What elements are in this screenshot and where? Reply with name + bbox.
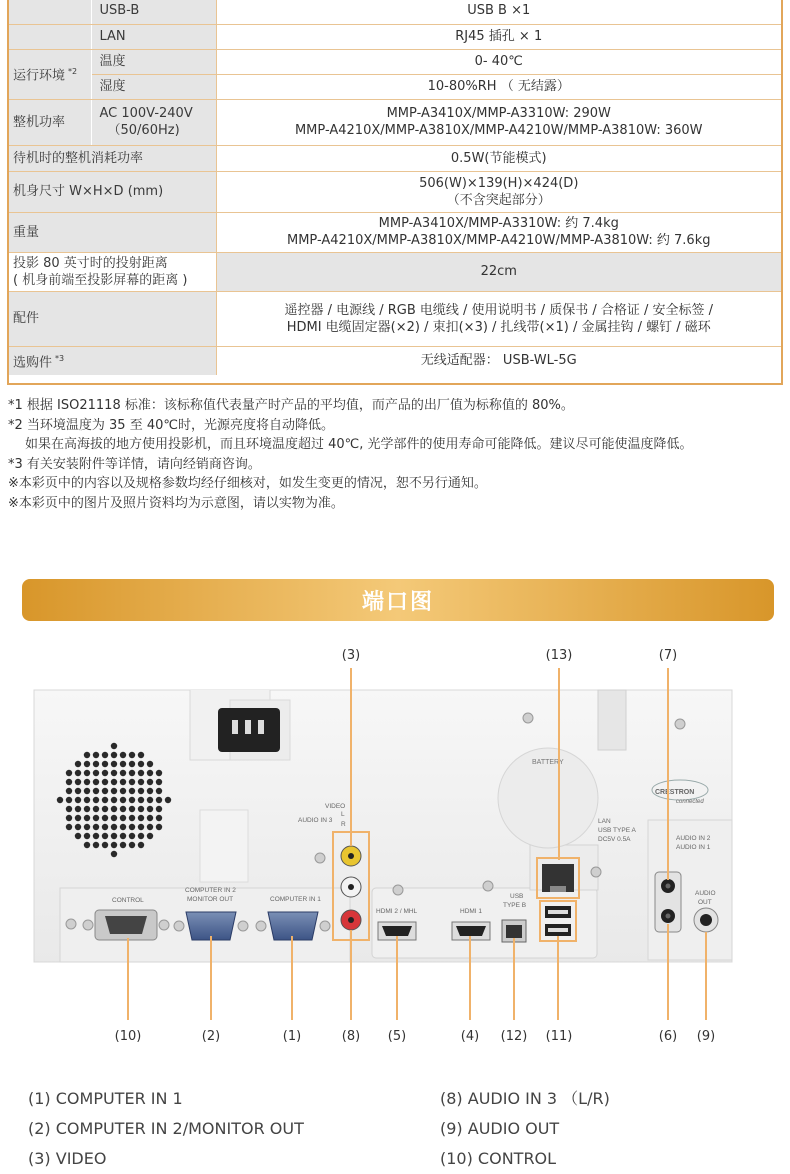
- speaker-hole: [120, 833, 126, 839]
- legend-item: (1) COMPUTER IN 1: [28, 1089, 183, 1108]
- power-inlet: [218, 708, 280, 752]
- callout-11: (11): [545, 1029, 573, 1044]
- speaker-hole: [156, 788, 162, 794]
- speaker-hole: [111, 815, 117, 821]
- speaker-hole: [156, 770, 162, 776]
- speaker-hole: [138, 824, 144, 830]
- speaker-hole: [84, 833, 90, 839]
- speaker-hole: [156, 797, 162, 803]
- speaker-hole: [138, 842, 144, 848]
- speaker-hole: [147, 833, 153, 839]
- audio-in-jacks: [655, 872, 681, 932]
- spec-value: USB B ×1: [216, 0, 781, 24]
- spec-row-temperature: [9, 49, 781, 74]
- footnote: *1 根据 ISO21118 标准：该标称值代表量产时产品的平均值，而产品的出厂值为标称值的 80%。: [8, 398, 574, 413]
- spec-label: [9, 0, 91, 24]
- footnote: ※本彩页中的内容以及规格参数均经仔细核对，如发生变更的情况，恕不另行通知。: [8, 476, 487, 491]
- speaker-hole: [129, 815, 135, 821]
- speaker-hole: [165, 797, 171, 803]
- speaker-hole: [120, 779, 126, 785]
- callout-10: (10): [114, 1029, 142, 1044]
- speaker-hole: [102, 761, 108, 767]
- section-title: 端口图: [361, 589, 434, 615]
- spec-sublabel: 温度: [91, 49, 216, 74]
- speaker-hole: [93, 797, 99, 803]
- spec-value: RJ45 插孔 × 1: [216, 24, 781, 49]
- speaker-hole: [111, 797, 117, 803]
- speaker-hole: [147, 770, 153, 776]
- speaker-hole: [129, 779, 135, 785]
- section-banner: [22, 579, 774, 621]
- callout-12: (12): [500, 1029, 528, 1044]
- speaker-hole: [84, 824, 90, 830]
- spec-row-accessories: [9, 291, 781, 346]
- spec-sublabel: USB-B: [91, 0, 216, 24]
- spec-value: 10-80%RH （ 无结露）: [216, 74, 781, 99]
- speaker-hole: [120, 797, 126, 803]
- spec-row-power: [9, 99, 781, 145]
- spec-value: 0.5W(节能模式): [216, 145, 781, 171]
- speaker-hole: [120, 761, 126, 767]
- speaker-hole: [84, 797, 90, 803]
- dc5v-label: DC5V 0.5A: [598, 836, 631, 843]
- r-label: R: [341, 821, 346, 828]
- spec-row-options: [9, 346, 781, 375]
- callout-5: (5): [387, 1029, 407, 1044]
- spec-value: 无线适配器： USB-WL-5G: [216, 346, 781, 375]
- speaker-hole: [93, 752, 99, 758]
- speaker-hole: [66, 806, 72, 812]
- speaker-hole: [129, 806, 135, 812]
- crestron-logo: CRESTRON: [655, 789, 695, 796]
- speaker-hole: [75, 788, 81, 794]
- callout-4: (4): [460, 1029, 480, 1044]
- spec-value: MMP-A3410X/MMP-A3310W: 290W MMP-A4210X/MMP-A3810X/MMP-A4210W/MMP-A3810W: 360W: [216, 99, 781, 145]
- audio-in2-label: AUDIO IN 2: [676, 835, 711, 842]
- spec-value: 0- 40℃: [216, 49, 781, 74]
- speaker-hole: [111, 824, 117, 830]
- audio-out-jack: [694, 908, 718, 932]
- speaker-hole: [129, 752, 135, 758]
- speaker-hole: [147, 788, 153, 794]
- speaker-hole: [147, 806, 153, 812]
- spec-sublabel: LAN: [91, 24, 216, 49]
- spec-row-humidity: [9, 74, 781, 99]
- speaker-hole: [102, 806, 108, 812]
- speaker-hole: [84, 752, 90, 758]
- speaker-hole: [75, 824, 81, 830]
- speaker-hole: [102, 779, 108, 785]
- callout-1: (1): [282, 1029, 302, 1044]
- spec-label: 投影 80 英寸时的投射距离 ( 机身前端至投影屏幕的距离 ): [9, 252, 216, 291]
- speaker-hole: [111, 788, 117, 794]
- video-label: VIDEO: [325, 803, 346, 810]
- speaker-hole: [66, 815, 72, 821]
- spec-row-lan: [9, 24, 781, 49]
- speaker-hole: [93, 761, 99, 767]
- speaker-hole: [75, 833, 81, 839]
- speaker-hole: [93, 833, 99, 839]
- spec-label: 整机功率: [9, 99, 91, 145]
- computer-in1-label: COMPUTER IN 1: [270, 896, 321, 903]
- speaker-hole: [138, 797, 144, 803]
- speaker-hole: [129, 761, 135, 767]
- spec-value: 506(W)×139(H)×424(D) （不含突起部分）: [216, 171, 781, 212]
- callout-13: (13): [545, 648, 573, 663]
- speaker-hole: [111, 743, 117, 749]
- footnote-mark: *3: [55, 354, 65, 364]
- callout-7: (7): [658, 648, 678, 663]
- footnote-mark: *2: [68, 67, 78, 77]
- port-diagram: [0, 640, 790, 1060]
- speaker-hole: [129, 842, 135, 848]
- spec-row-throw-distance: [9, 252, 781, 291]
- speaker-hole: [147, 815, 153, 821]
- speaker-hole: [129, 824, 135, 830]
- speaker-hole: [93, 779, 99, 785]
- speaker-hole: [129, 788, 135, 794]
- speaker-hole: [111, 761, 117, 767]
- speaker-hole: [147, 797, 153, 803]
- speaker-hole: [102, 797, 108, 803]
- speaker-hole: [93, 770, 99, 776]
- speaker-hole: [75, 815, 81, 821]
- spec-value: MMP-A3410X/MMP-A3310W: 约 7.4kg MMP-A4210X/MMP-A3810X/MMP-A4210W/MMP-A3810W: 约 7.6kg: [216, 212, 781, 252]
- speaker-hole: [84, 842, 90, 848]
- speaker-hole: [120, 842, 126, 848]
- lan-port: [537, 858, 579, 898]
- spec-label: 选购件 $^{*3}$: [9, 346, 216, 375]
- spec-row-weight: [9, 212, 781, 252]
- speaker-hole: [57, 797, 63, 803]
- callout-8: (8): [341, 1029, 361, 1044]
- speaker-hole: [75, 806, 81, 812]
- speaker-hole: [129, 770, 135, 776]
- speaker-hole: [129, 833, 135, 839]
- speaker-hole: [84, 806, 90, 812]
- speaker-hole: [102, 752, 108, 758]
- speaker-hole: [66, 797, 72, 803]
- speaker-hole: [120, 806, 126, 812]
- speaker-hole: [138, 752, 144, 758]
- speaker-hole: [138, 833, 144, 839]
- speaker-hole: [102, 770, 108, 776]
- speaker-hole: [84, 761, 90, 767]
- legend-item: (8) AUDIO IN 3 （L/R): [440, 1089, 610, 1108]
- speaker-hole: [75, 779, 81, 785]
- legend-item: (2) COMPUTER IN 2/MONITOR OUT: [28, 1119, 304, 1138]
- lan-label: LAN: [598, 818, 611, 825]
- speaker-hole: [111, 851, 117, 857]
- speaker-hole: [138, 806, 144, 812]
- speaker-hole: [75, 761, 81, 767]
- speaker-hole: [120, 770, 126, 776]
- control-label: CONTROL: [112, 897, 144, 904]
- speaker-hole: [156, 815, 162, 821]
- spec-label-environment: 运行环境 $^{*2}$: [9, 49, 91, 99]
- speaker-hole: [156, 779, 162, 785]
- spec-label: 机身尺寸 W×H×D (mm): [9, 171, 216, 212]
- battery-label: BATTERY: [532, 759, 564, 766]
- speaker-hole: [84, 770, 90, 776]
- speaker-hole: [84, 788, 90, 794]
- usb-b-label-2: TYPE B: [503, 902, 527, 909]
- speaker-hole: [147, 779, 153, 785]
- spec-value: 22cm: [216, 252, 781, 291]
- audio-out-label-1: AUDIO: [695, 890, 716, 897]
- speaker-hole: [111, 833, 117, 839]
- hdmi2-label: HDMI 2 / MHL: [376, 908, 418, 915]
- spec-label: [9, 24, 91, 49]
- callout-6: (6): [658, 1029, 678, 1044]
- speaker-hole: [75, 797, 81, 803]
- spec-table: [7, 0, 783, 385]
- spec-label: 重量: [9, 212, 216, 252]
- speaker-hole: [93, 815, 99, 821]
- l-label: L: [341, 811, 345, 818]
- usb-type-a-label: USB TYPE A: [598, 827, 636, 834]
- speaker-hole: [138, 761, 144, 767]
- speaker-hole: [93, 842, 99, 848]
- speaker-hole: [147, 761, 153, 767]
- speaker-hole: [120, 788, 126, 794]
- speaker-hole: [138, 779, 144, 785]
- speaker-hole: [93, 806, 99, 812]
- computer-in2-label-1: COMPUTER IN 2: [185, 887, 236, 894]
- speaker-hole: [102, 833, 108, 839]
- speaker-hole: [120, 815, 126, 821]
- spec-label: 配件: [9, 291, 216, 346]
- computer-in2-label-2: MONITOR OUT: [187, 896, 234, 903]
- footnotes: [8, 396, 783, 513]
- crestron-sub: connected: [676, 799, 704, 805]
- speaker-hole: [66, 824, 72, 830]
- callout-9: (9): [696, 1029, 716, 1044]
- speaker-hole: [93, 788, 99, 794]
- port-legend-left: [28, 1084, 304, 1174]
- spec-row-usb-b: [9, 0, 781, 24]
- speaker-hole: [156, 824, 162, 830]
- speaker-hole: [84, 779, 90, 785]
- spec-row-standby: [9, 145, 781, 171]
- speaker-hole: [111, 752, 117, 758]
- speaker-hole: [66, 770, 72, 776]
- speaker-hole: [66, 788, 72, 794]
- port-legend-right: [440, 1084, 610, 1174]
- speaker-hole: [111, 779, 117, 785]
- audio-in1-label: AUDIO IN 1: [676, 844, 711, 851]
- footnote: 如果在高海拔的地方使用投影机，而且环境温度超过 40℃, 光学部件的使用寿命可能降低。建议尽可能使温度降低。: [25, 437, 693, 452]
- legend-item: (9) AUDIO OUT: [440, 1119, 560, 1138]
- speaker-hole: [129, 797, 135, 803]
- speaker-hole: [111, 842, 117, 848]
- speaker-hole: [147, 824, 153, 830]
- spec-value: 遥控器 / 电源线 / RGB 电缆线 / 使用说明书 / 质保书 / 合格证 / 安全标签 / HDMI 电缆固定器(×2) / 束扣(×3) / 扎线带(×1) / 金属挂钩 / 螺钉 / 磁环: [216, 291, 781, 346]
- footnote: *3 有关安装附件等详情，请向经销商咨询。: [8, 456, 261, 472]
- control-port: [83, 910, 169, 940]
- audio-out-label-2: OUT: [698, 899, 712, 906]
- spec-sublabel: AC 100V-240V （50/60Hz): [91, 99, 216, 145]
- speaker-hole: [120, 752, 126, 758]
- speaker-hole: [138, 770, 144, 776]
- speaker-hole: [111, 770, 117, 776]
- speaker-hole: [138, 788, 144, 794]
- audio-in3-label: AUDIO IN 3: [298, 817, 333, 824]
- legend-item: (3) VIDEO: [28, 1149, 107, 1168]
- speaker-hole: [102, 788, 108, 794]
- footnote: *2 当环境温度为 35 至 40℃时，光源亮度将自动降低。: [8, 417, 334, 433]
- speaker-hole: [66, 779, 72, 785]
- speaker-hole: [138, 815, 144, 821]
- speaker-hole: [102, 824, 108, 830]
- spec-row-dimensions: [9, 171, 781, 212]
- speaker-hole: [156, 806, 162, 812]
- speaker-hole: [102, 815, 108, 821]
- speaker-hole: [102, 842, 108, 848]
- footnote: ※本彩页中的图片及照片资料均为示意图，请以实物为准。: [8, 495, 344, 511]
- speaker-hole: [75, 770, 81, 776]
- legend-item: (10) CONTROL: [440, 1149, 557, 1168]
- spec-label: 待机时的整机消耗功率: [9, 145, 216, 171]
- speaker-hole: [93, 824, 99, 830]
- speaker-hole: [120, 824, 126, 830]
- hdmi1-label: HDMI 1: [460, 908, 483, 915]
- spec-sublabel: 湿度: [91, 74, 216, 99]
- usb-b-label-1: USB: [510, 893, 524, 900]
- speaker-hole: [111, 806, 117, 812]
- callout-3: (3): [341, 648, 361, 663]
- callout-2: (2): [201, 1029, 221, 1044]
- speaker-hole: [84, 815, 90, 821]
- projector-rear-panel: [0, 640, 790, 1060]
